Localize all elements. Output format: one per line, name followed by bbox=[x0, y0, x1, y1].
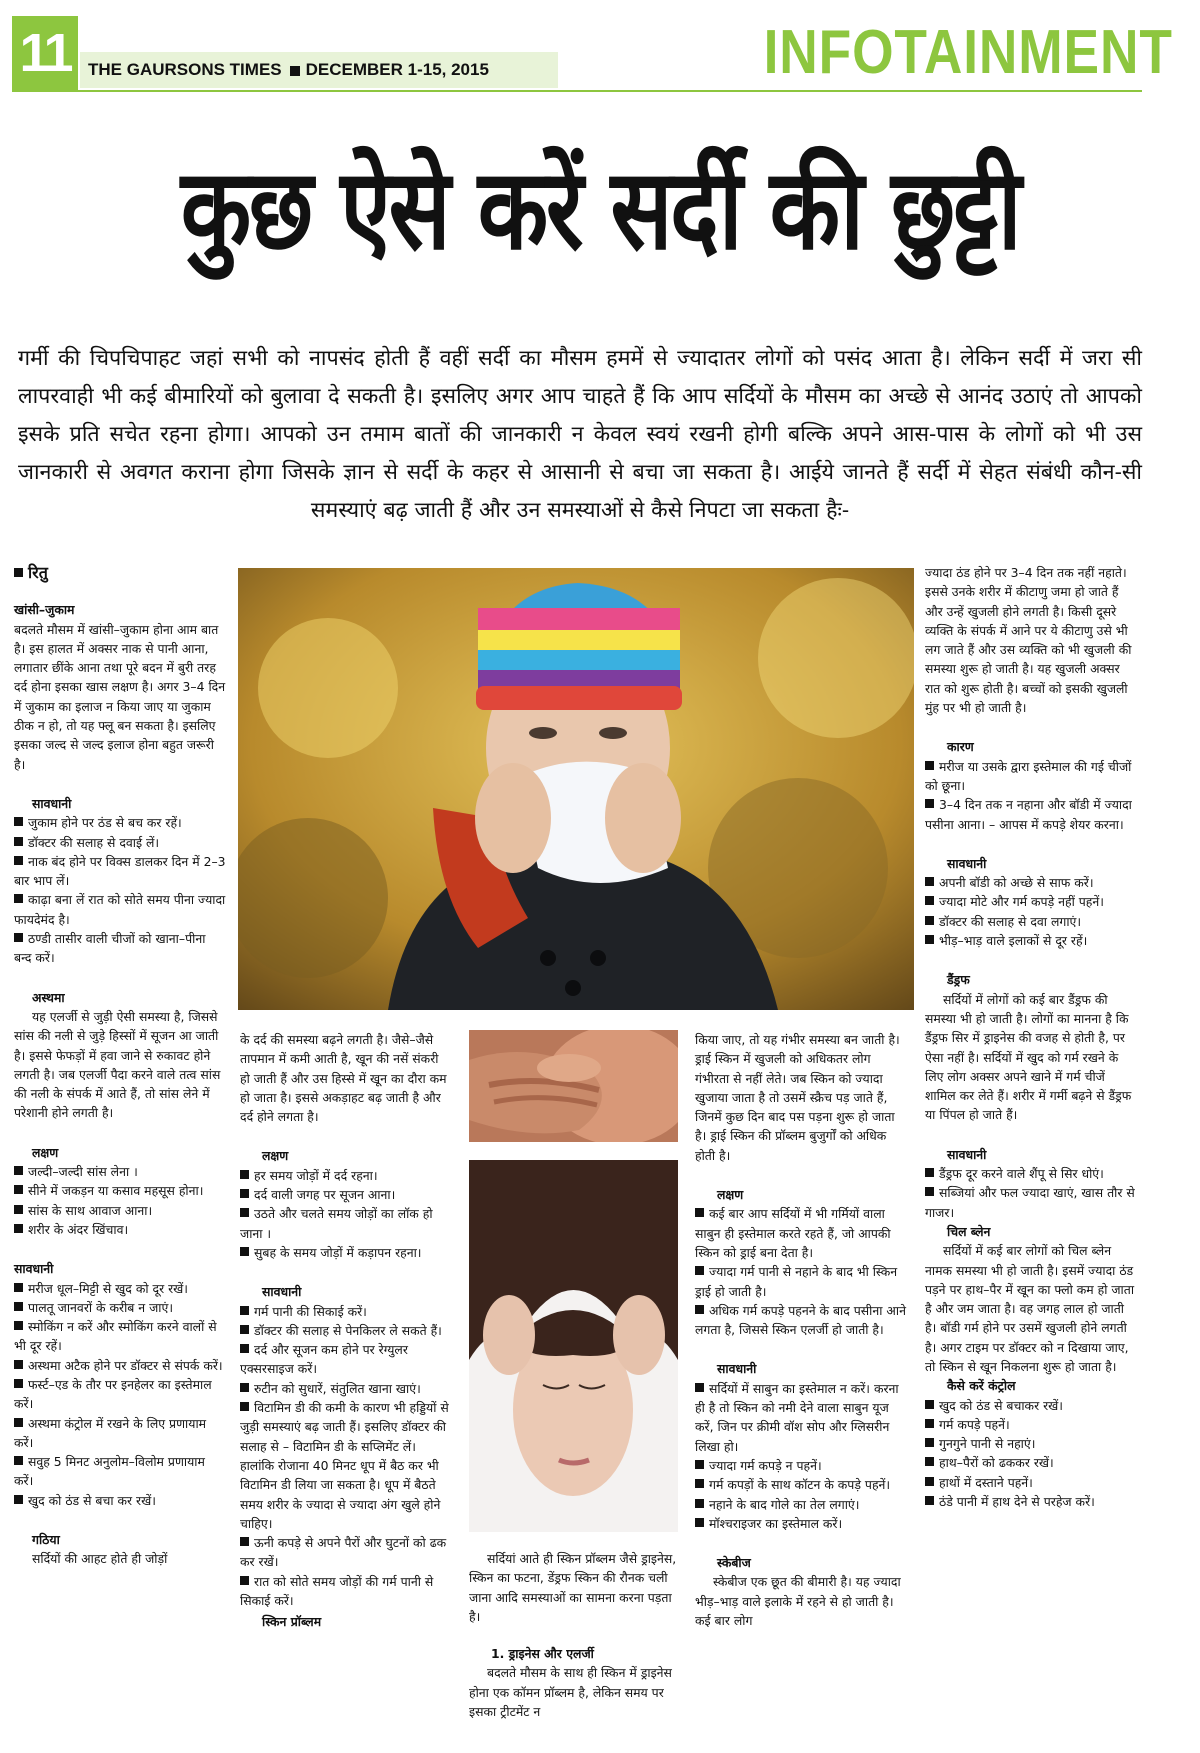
list-item: खुद को ठंड से बचाकर रखें। bbox=[925, 1396, 1137, 1415]
skin-symptoms-heading: लक्षण bbox=[717, 1187, 744, 1203]
list-item: गर्म कपड़ों के साथ कॉटन के कपड़े पहनें। bbox=[695, 1475, 907, 1494]
list-item: सुबह के समय जोड़ों में कड़ापन रहना। bbox=[240, 1243, 452, 1262]
asthma-heading: अस्थमा bbox=[32, 989, 65, 1005]
list-item: सब्जियां और फल ज्यादा खाएं, खास तौर से गाजर। bbox=[925, 1185, 1135, 1220]
publication-name: THE GAURSONS TIMES bbox=[88, 60, 282, 79]
knee-pain-photo bbox=[469, 1030, 678, 1142]
scabies-heading: स्केबीज bbox=[717, 1555, 751, 1571]
bullet-square-icon bbox=[14, 568, 23, 577]
list-item: गर्म पानी की सिकाई करें। bbox=[240, 1302, 452, 1321]
list-item: जल्दी–जल्दी सांस लेना । bbox=[14, 1162, 226, 1181]
dryness-heading: 1. ड्राइनेस और एलर्जी bbox=[491, 1646, 594, 1662]
list-item: काढ़ा बना लें रात को सोते समय पीना ज्यादा फायदेमंद है। bbox=[14, 892, 226, 927]
list-item: मॉश्चराइजर का इस्तेमाल करें। bbox=[695, 1514, 907, 1533]
list-item: मरीज धूल–मिट्टी से खुद को दूर रखें। bbox=[14, 1279, 226, 1298]
list-item: पालतू जानवरों के करीब न जाएं। bbox=[14, 1298, 226, 1317]
list-item: डॉक्टर की सलाह से दवा लगाएं। bbox=[925, 912, 1137, 931]
asthma-symptoms-heading: लक्षण bbox=[32, 1144, 59, 1160]
list-item: दर्द और सूजन कम होने पर रेग्युलर एक्सरसाइज करें। bbox=[240, 1342, 408, 1377]
dandruff-text: सर्दियों में लोगों को कई बार डैंड्रफ की समस्या भी हो जाती है। लोगों का मानना है कि डैंड्रफ सिर में ड्राइनेस की वजह से होती है, पर ऐसा नहीं है। सर्दियों में खुद को गर्म रखने के लिए लोग अक्सर अपने खाने में गर्म चीजें शामिल कर लेते हैं। शरीर में गर्मी बढ़ने से डैंड्रफ या पिंपल हो जाते हैं। bbox=[925, 991, 1132, 1123]
list-item: भीड़–भाड़ वाले इलाकों से दूर रहें। bbox=[925, 931, 1137, 950]
chilblain-text: सर्दियों में कई बार लोगों को चिल ब्लेन नामक समस्या भी हो जाती है। इसमें ज्यादा ठंड पड़ने पर हाथ–पैर में खून का फ्लो कम हो जाता है और जम जाता है। वह जगह लाल हो जाती है। बॉडी गर्म होने पर उसमें खुजली होने लगती है। अगर टाइम पर डॉक्टर को न दिखाया जाए, तो स्किन से खून निकलना शुरू हो जाता है। bbox=[925, 1243, 1135, 1374]
header-rule bbox=[12, 90, 1142, 92]
section-title: INFOTAINMENT bbox=[763, 18, 1173, 87]
control-heading: कैसे करें कंट्रोल bbox=[947, 1378, 1016, 1394]
list-item: 3–4 दिन तक न नहाना और बॉडी में ज्यादा पसीना आना। – आपस में कपड़े शेयर करना। bbox=[925, 797, 1132, 832]
arthritis-symptoms-heading: लक्षण bbox=[262, 1148, 289, 1164]
list-item: डैंड्रफ दूर करने वाले शैंपू से सिर धोएं। bbox=[925, 1164, 1137, 1183]
list-item: डॉक्टर की सलाह से दवाई लें। bbox=[14, 833, 226, 852]
list-item: सीने में जकड़न या कसाव महसूस होना। bbox=[14, 1181, 226, 1200]
page-title: कुछ ऐसे करें सर्दी की छुट्टी bbox=[180, 145, 1020, 275]
scabies-continued-text: ज्यादा ठंड होने पर 3–4 दिन तक नहीं नहाते। इससे उनके शरीर में कीटाणु जमा हो जाते हैं और उन्हें खुजली होने लगती है। किसी दूसरे व्यक्ति के संपर्क में आने पर ये कीटाणु उसे भी लग जाते हैं और उस व्यक्ति को भी खुजली की समस्या शुरू हो जाती है। यह खुजली अक्सर रात को शुरू होती है। बच्चों को इसकी खुजली मुंह पर भी हो जाती है। bbox=[925, 565, 1132, 716]
list-item: फर्स्ट–एड के तौर पर इनहेलर का इस्तेमाल करें। bbox=[14, 1376, 212, 1412]
list-item: अधिक गर्म कपड़े पहनने के बाद पसीना आने लगता है, जिससे स्किन एलर्जी हो जाती है। bbox=[695, 1302, 906, 1338]
list-item: ज्यादा मोटे और गर्म कपड़े नहीं पहनें। bbox=[925, 892, 1137, 911]
list-item: हाथों में दस्ताने पहनें। bbox=[925, 1473, 1137, 1492]
list-item: सवुह 5 मिनट अनुलोम–विलोम प्रणायाम करें। bbox=[14, 1454, 205, 1489]
column-3 bbox=[469, 1549, 681, 1721]
list-item: दर्द वाली जगह पर सूजन आना। bbox=[240, 1185, 452, 1204]
scabies-caution-heading: सावधानी bbox=[947, 855, 987, 871]
dryness-text: बदलते मौसम के साथ ही स्किन में ड्राइनेस होना एक कॉमन प्रॉब्लम है, लेकिन समय पर इसका ट्रीटमेंट न bbox=[469, 1665, 672, 1720]
asthma-caution-heading: सावधानी bbox=[14, 1261, 54, 1277]
list-item: रात को सोते समय जोड़ों की गर्म पानी से सिकाई करें। bbox=[240, 1573, 434, 1609]
dandruff-heading: डैंड्रफ bbox=[947, 972, 970, 988]
author-byline: रितु bbox=[14, 563, 226, 582]
list-item: जुकाम होने पर ठंड से बच कर रहें। bbox=[14, 813, 226, 832]
intro-paragraph: गर्मी की चिपचिपाहट जहां सभी को नापसंद होती हैं वहीं सर्दी का मौसम हममें से ज्यादातर लोगों को पसंद आता है। लेकिन सर्दी में जरा सी लापरवाही भी कई बीमारियों को बुलावा दे सकती है। इसलिए अगर आप चाहते हैं कि आप सर्दियों के मौसम का अच्छे से आनंद उठाएं तो आपको इसके प्रति सचेत रहना होगा। आपको उन तमाम बातों की जानकारी न केवल स्वयं रखनी होगी बल्कि अपने आस-पास के लोगों को भी उस जानकारी से अवगत कराना होगा जिसके ज्ञान से सर्दी के कहर से आसानी से बचा जा सकता है। आईये जानते हैं सर्दी में सेहत संबंधी कौन-सी समस्याएं बढ़ जाती हैं और उन समस्याओं से कैसे निपटा जा सकता हैः- bbox=[18, 346, 1142, 523]
woman-hair-photo bbox=[469, 1160, 678, 1532]
page-number: 11 bbox=[12, 16, 78, 90]
dandruff-caution-heading: सावधानी bbox=[947, 1146, 987, 1162]
list-item: रुटीन को सुधारें, संतुलित खाना खाएं। bbox=[240, 1379, 452, 1398]
list-item: अस्थमा कंट्रोल में रखने के लिए प्रणायाम करें। bbox=[14, 1415, 207, 1450]
list-item: हाथ–पैरों को ढककर रखें। bbox=[925, 1453, 1137, 1472]
list-item: सर्दियों में साबुन का इस्तेमाल न करें। करना ही है तो स्किन को नमी देने वाला साबुन यूज करें, जिन पर क्रीमी वॉश सोप और ग्लिसरीन लिखा हो। bbox=[695, 1380, 899, 1454]
list-item: ठण्डी तासीर वाली चीजों को खाना–पीना बन्द करें। bbox=[14, 931, 206, 966]
list-item: खुद को ठंड से बचा कर रखें। bbox=[14, 1491, 226, 1510]
masthead bbox=[80, 52, 558, 88]
list-item: ज्यादा गर्म पानी से नहाने के बाद भी स्किन ड्राई हो जाती है। bbox=[695, 1264, 898, 1299]
skin-heading: स्किन प्रॉब्लम bbox=[262, 1614, 322, 1630]
woman-sneezing-photo bbox=[238, 568, 914, 1010]
skin-intro-text: सर्दियां आते ही स्किन प्रॉब्लम जैसे ड्राइनेस, स्किन का फटना, डेंड्रफ स्किन की रौनक चली जाना आदि समस्याओं का सामना करना पड़ता है। bbox=[469, 1551, 677, 1624]
cold-caution-heading: सावधानी bbox=[32, 795, 72, 811]
bullet-square-icon bbox=[290, 66, 300, 76]
list-item: स्मोकिंग न करें और स्मोकिंग करने वालों से भी दूर रहें। bbox=[14, 1319, 217, 1354]
list-item: ज्यादा गर्म कपड़े न पहनें। bbox=[695, 1456, 907, 1475]
list-item: ठंडे पानी में हाथ देने से परहेज करें। bbox=[925, 1492, 1137, 1511]
list-item: मरीज या उसके द्वारा इस्तेमाल की गई चीजों को छूना। bbox=[925, 758, 1132, 793]
column-2 bbox=[240, 1030, 452, 1632]
cold-text: बदलते मौसम में खांसी–जुकाम होना आम बात है। इस हालत में अक्सर नाक से पानी आना, लगातार छींके आना तथा पूरे बदन में बुरी तरह दर्द होना इसका खास लक्षण है। अगर 3–4 दिन में जुकाम का इलाज न किया जाए या जुकाम ठीक न हो, तो यह फ्लू बन सकता है। इसलिए इसका जल्द से जल्द इलाज होना बहुत जरूरी है। bbox=[14, 621, 226, 772]
arthritis-text: सर्दियों की आहट होते ही जोड़ों bbox=[32, 1551, 168, 1567]
skin-caution-heading: सावधानी bbox=[717, 1361, 757, 1377]
arthritis-continued-text: के दर्द की समस्या बढ़ने लगती है। जैसे–जैसे तापमान में कमी आती है, खून की नसें संकरी हो जाती हैं और उस हिस्से में खून का दौरा कम हो जाता है। इससे अकड़ाहट बढ़ जाती है और दर्द होने लगता है। bbox=[240, 1032, 447, 1125]
list-item: डॉक्टर की सलाह से पेनकिलर ले सकते हैं। bbox=[240, 1321, 452, 1340]
scabies-reason-heading: कारण bbox=[947, 739, 974, 755]
dryness-continued-text: किया जाए, तो यह गंभीर समस्या बन जाती है। ड्राई स्किन में खुजली को अधिकतर लोग गंभीरता से नहीं लेते। जब स्किन को ज्यादा खुजाया जाता है तो उसमें स्क्रैच पड़ जाते हैं, जिनमें कुछ दिन बाद पस पड़ना शुरू हो जाता है। ड्राई स्किन की प्रॉब्लम बुजुर्गों को अधिक होती है। bbox=[695, 1032, 900, 1163]
arthritis-caution-heading: सावधानी bbox=[262, 1284, 302, 1300]
list-item: गुनगुने पानी से नहाएं। bbox=[925, 1434, 1137, 1453]
list-item: नहाने के बाद गोले का तेल लगाएं। bbox=[695, 1495, 907, 1514]
list-item: सांस के साथ आवाज आना। bbox=[14, 1201, 226, 1220]
list-item: नाक बंद होने पर विक्स डालकर दिन में 2–3 बार भाप लें। bbox=[14, 853, 226, 889]
arthritis-heading: गठिया bbox=[32, 1532, 60, 1548]
list-item: अपनी बॉडी को अच्छे से साफ करें। bbox=[925, 873, 1137, 892]
cold-heading: खांसी–जुकाम bbox=[14, 602, 75, 618]
chilblain-heading: चिल ब्लेन bbox=[947, 1223, 991, 1239]
scabies-text: स्केबीज एक छूत की बीमारी है। यह ज्यादा भीड़–भाड़ वाले इलाके में रहने से हो जाती है। कई बार लोग bbox=[695, 1574, 901, 1629]
list-item: ऊनी कपड़े से अपने पैरों और घुटनों को ढक कर रखें। bbox=[240, 1535, 447, 1570]
list-item: हर समय जोड़ों में दर्द रहना। bbox=[240, 1166, 452, 1185]
list-item: गर्म कपड़े पहनें। bbox=[925, 1415, 1137, 1434]
list-item: उठते और चलते समय जोड़ों का लॉक हो जाना । bbox=[240, 1206, 433, 1241]
list-item: अस्थमा अटैक होने पर डॉक्टर से संपर्क करें। bbox=[14, 1356, 226, 1375]
list-item: विटामिन डी की कमी के कारण भी हड्डियों से जुड़ी समस्याएं बढ़ जाती हैं। इसलिए डॉक्टर की सलाह से – विटामिन डी के सप्लिमेंट लें। हालांकि रोजाना 40 मिनट धूप में बैठ कर भी विटामिन डी लिया जा सकता है। धूप में बैठते समय शरीर के ज्यादा से ज्यादा अंग खुले होने चाहिए। bbox=[240, 1400, 449, 1531]
column-4 bbox=[695, 1030, 907, 1630]
asthma-text: यह एलर्जी से जुड़ी ऐसी समस्या है, जिससे सांस की नली से जुड़े हिस्सों में सूजन आ जाती है। इससे फेफड़ों में हवा जाने से रुकावट होने लगती है। जब एलर्जी पैदा करने वाले तत्व सांस की नली के संपर्क में आते हैं, तो सांस लेने में परेशानी होने लगती है। bbox=[14, 1008, 221, 1121]
column-1 bbox=[14, 563, 226, 1569]
list-item: शरीर के अंदर खिंचाव। bbox=[14, 1220, 226, 1239]
list-item: कई बार आप सर्दियों में भी गर्मियों वाला साबुन ही इस्तेमाल करते रहते हैं, जो आपकी स्किन को ड्राई बना देता है। bbox=[695, 1206, 891, 1260]
issue-date: DECEMBER 1-15, 2015 bbox=[305, 60, 489, 79]
column-5 bbox=[925, 563, 1137, 1511]
